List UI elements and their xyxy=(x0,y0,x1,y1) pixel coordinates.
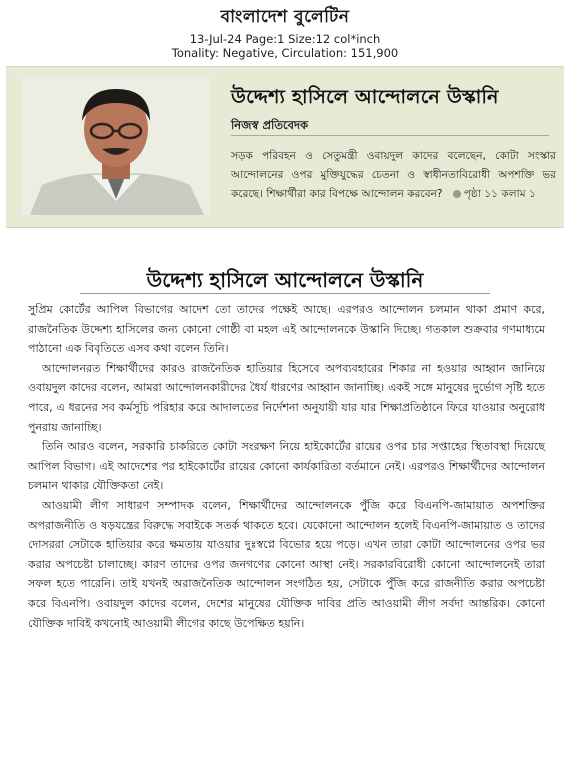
edition-info: 13-Jul-24 Page:1 Size:12 col*inch xyxy=(189,32,381,46)
newspaper-name: বাংলাদেশ বুলেটিন xyxy=(220,7,350,27)
page-jump-text: পৃষ্ঠা ১১ কলাম ১ xyxy=(463,188,536,200)
paragraph: তিনি আরও বলেন, সরকারি চাকরিতে কোটা সংরক্ষণ নিয়ে হাইকোর্টের রায়ের ওপর চার সপ্তাহের স্থিতাবস্থা দিয়েছে আপিল বিভাগ। এই আদেশের পর হাইকোর্টের রায়ের কোনো কার্যকারিতা বর্তমানে নেই। এরপরও শিক্ষার্থীদের আন্দোলন চলমান থাকার যৌক্তিকতা নেই। xyxy=(28,440,545,493)
reporter-byline: নিজস্ব প্রতিবেদক xyxy=(231,118,309,132)
front-headline: উদ্দেশ্য হাসিলে আন্দোলনে উস্কানি xyxy=(231,86,499,108)
title-divider xyxy=(80,293,490,294)
headline-divider xyxy=(231,135,549,136)
article-title: উদ্দেশ্য হাসিলে আন্দোলনে উস্কানি xyxy=(146,268,424,292)
page-jump xyxy=(446,188,536,200)
front-summary xyxy=(231,147,556,204)
paragraph: সুপ্রিম কোর্টের আপিল বিভাগের আদেশ তো তাদের পক্ষেই আছে। এরপরও আন্দোলন চলমান থাকা প্রমাণ করে, রাজনৈতিক উদ্দেশ্য হাসিলের জন্য কোনো গোষ্ঠী বা মহল এই আন্দোলনকে উস্কানি দিচ্ছে। গতকাল শুক্রবার গণমাধ্যমে পাঠানো এক বিবৃতিতে এসব কথা বলেন তিনি। xyxy=(28,303,545,356)
bullet-icon xyxy=(453,190,461,198)
front-page-teaser xyxy=(6,66,564,228)
paragraph: আন্দোলনরত শিক্ষার্থীদের কারও রাজনৈতিক হাতিয়ার হিসেবে অপব্যবহারের শিকার না হওয়ার আহ্বান জানিয়ে ওবায়দুল কাদের বলেন, আমরা আন্দোলনকারীদের ধৈর্য ধারণের আহ্বান জানাচ্ছি। একই সঙ্গে মানুষের দুর্ভোগ সৃষ্টি হতে পারে, এ ধরনের সব কর্মসূচি পরিহার করে আদালতের নির্দেশনা অনুযায়ী যার যার শিক্ষাপ্রতিষ্ঠানে ফিরে যাওয়ার অনুরোধ পুনরায় জানাচ্ছি। xyxy=(28,361,545,434)
portrait-photo xyxy=(22,77,210,215)
paragraph: আওয়ামী লীগ সাধারণ সম্পাদক বলেন, শিক্ষার্থীদের আন্দোলনকে পুঁজি করে বিএনপি-জামায়াত অপশক্তির অপরাজনীতি ও ষড়যন্ত্রের বিরুদ্ধে সবাইকে সতর্ক থাকতে হবে। যেকোনো আন্দোলন হলেই বিএনপি-জামায়াত ও তাদের দোসররা সেটাকে হাতিয়ার করে ক্ষমতায় যাওয়ার দুঃস্বপ্নে বিভোর হয়ে পড়ে। এখন তারা কোটা আন্দোলনের ওপর ভর করার অপচেষ্টা চালাচ্ছে। কারণ তাদের ওপর জনগণের কোনো আস্থা নেই। সরকারবিরোধী কোনো আন্দোলনেই তারা সফল হতে পারেনি। তাই যখনই অরাজনৈতিক আন্দোলন সংগঠিত হয়, সেটাকে পুঁজি করে রাজনীতি করার অপচেষ্টা করে বিএনপি। ওবায়দুল কাদের বলেন, দেশের মানুষের যৌক্তিক দাবির প্রতি আওয়ামী লীগ সর্বদা আন্তরিক। কোনো যৌক্তিক দাবিই কখনোই আওয়ামী লীগের কাছে উপেক্ষিত হয়নি। xyxy=(28,498,545,630)
summary-text: সড়ক পরিবহন ও সেতুমন্ত্রী ওবায়দুল কাদের বলেছেন, কোটা সংস্কার আন্দোলনের ওপর মুক্তিযুদ্ধের চেতনা ও স্বাধীনতাবিরোধী অপশক্তি ভর করেছে। শিক্ষার্থীরা কার বিপক্ষে আন্দোলন করবেন? xyxy=(231,150,556,200)
article-body xyxy=(28,300,545,633)
masthead xyxy=(0,4,570,60)
tonality-info: Tonality: Negative, Circulation: 151,900 xyxy=(171,46,399,60)
